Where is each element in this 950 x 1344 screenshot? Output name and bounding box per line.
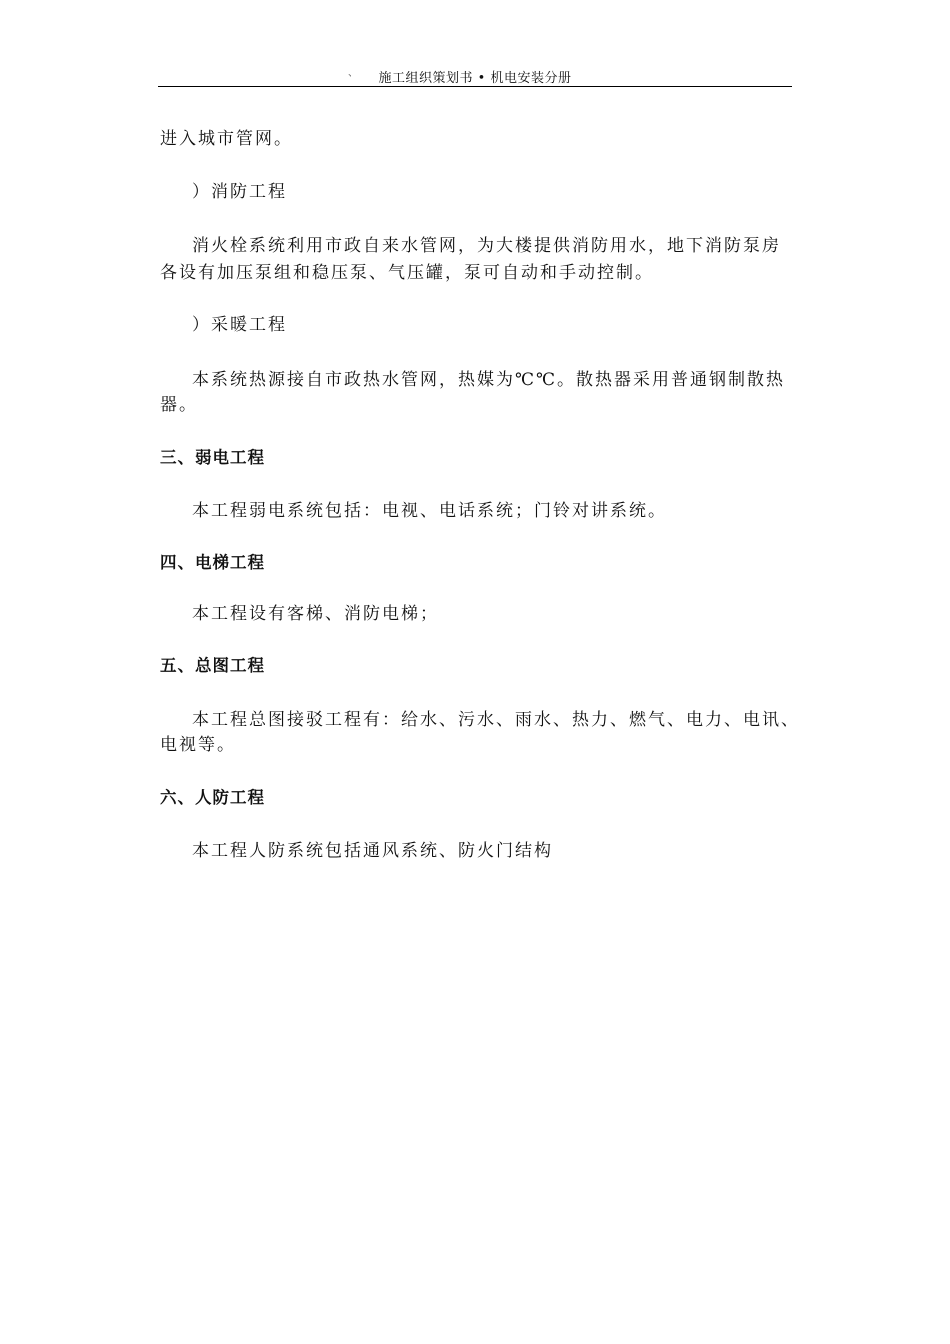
section-4-text: 本工程设有客梯、消防电梯； [192,604,439,624]
heating-heading: ）采暖工程 [192,315,287,335]
header-title: 施工组织策划书 • 机电安装分册 [378,71,572,86]
section-3-text: 本工程弱电系统包括：电视、电话系统；门铃对讲系统。 [192,501,667,521]
section-6-text: 本工程人防系统包括通风系统、防火门结构 [192,841,553,861]
heating-text-line-1: 本系统热源接自市政热水管网，热媒为℃℃。散热器采用普通钢制散热 [192,370,786,390]
fire-protection-text-line-2: 各设有加压泵组和稳压泵、气压罐，泵可自动和手动控制。 [160,263,654,283]
section-5-title: 五、总图工程 [160,656,265,675]
paragraph-city-network: 进入城市管网。 [160,129,293,149]
section-4-title: 四、电梯工程 [160,553,265,572]
header-mark: 、 [348,68,358,79]
section-5-text-line-1: 本工程总图接驳工程有：给水、污水、雨水、热力、燃气、电力、电讯、 [192,710,800,730]
section-5-text-line-2: 电视等。 [160,735,236,755]
section-6-title: 六、人防工程 [160,788,265,807]
fire-protection-text-line-1: 消火栓系统利用市政自来水管网，为大楼提供消防用水，地下消防泵房 [192,236,781,256]
section-3-title: 三、弱电工程 [160,448,265,467]
fire-protection-heading: ）消防工程 [192,182,287,202]
page-header [158,64,792,87]
heating-text-line-2: 器。 [160,395,198,415]
